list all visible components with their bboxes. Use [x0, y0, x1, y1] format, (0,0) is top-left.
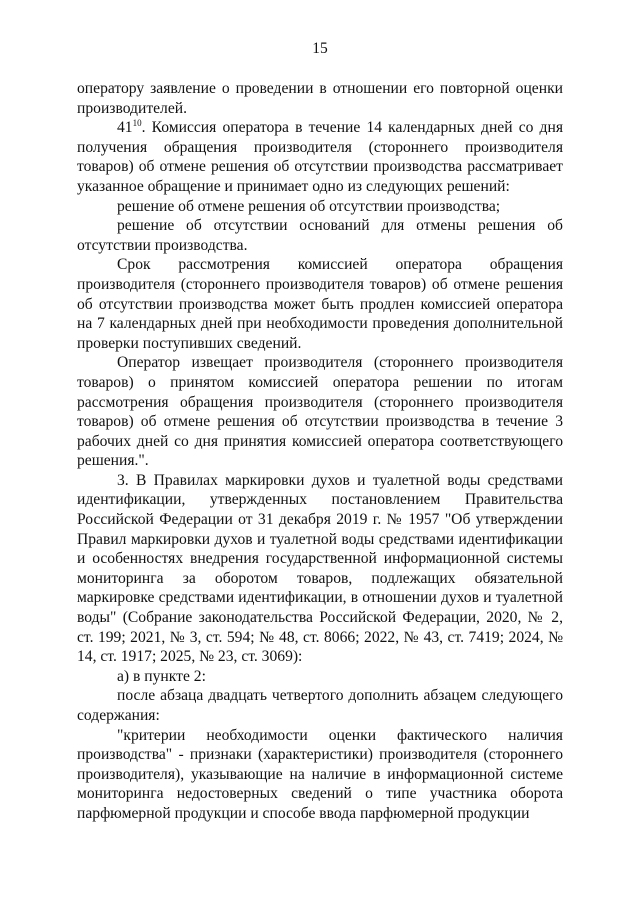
- page-number: 15: [312, 40, 328, 57]
- paragraph-review-term: Срок рассмотрения комиссией оператора обращения производителя (стороннего производителя товаров) об отмене решения об отсутствии производства может быть продлен комиссией оператора на 7 календарных дней при необходимости проведения дополнительной проверки поступивших сведений.: [77, 256, 563, 352]
- paragraph-text: . Комиссия оператора в течение 14 календарных дней со дня получения обращения производителя (стороннего производителя товаров) об отмене решения об отсутствии производства рассматривает указанное обращение и принимает одно из следующих решений:: [77, 119, 563, 195]
- paragraph-operator-notifies: Оператор извещает производителя (стороннего производителя товаров) о принятом комиссией оператора решении по итогам рассмотрения обращения производителя (стороннего производителя товаров) об отмене решения об отсутствии производства в течение 3 рабочих дней со дня принятия комиссией оператора соответствующего решения.".: [77, 354, 563, 470]
- paragraph-item-3-rules: 3. В Правилах маркировки духов и туалетной воды средствами идентификации, утвержденных постановлением Правительства Российской Федерации от 31 декабря 2019 г. № 1957 "Об утверждении Правил маркировки духов и туалетной воды средствами идентификации и особенностях внедрения государственной информационной системы мониторинга за оборотом товаров, подлежащих обязательной маркировке средствами идентификации, в отношении духов и туалетной воды" (Собрание законодательства Российской Федерации, 2020, № 2, ст. 199; 2021, № 3, ст. 594; № 48, ст. 8066; 2022, № 43, ст. 7419; 2024, № 14, ст. 1917; 2025, № 23, ст. 3069):: [77, 471, 563, 666]
- paragraph-decision-no-grounds: решение об отсутствии оснований для отмены решения об отсутствии производства.: [77, 217, 563, 254]
- paragraph-definition: "критерии необходимости оценки фактического наличия производства" - признаки (характеристики) производителя (стороннего производителя), указывающие на наличие в информационной системе мониторинга недостоверных сведений о типе участника оборота парфюмерной продукции и способе ввода парфюмерной продукции: [77, 726, 563, 822]
- item-number: 41: [117, 119, 133, 137]
- paragraph-subitem-a: а) в пункте 2:: [117, 667, 206, 685]
- paragraph-decision-cancel: решение об отмене решения об отсутствии производства;: [117, 197, 501, 215]
- item-number-superscript: 10: [132, 118, 142, 129]
- paragraph-continuation: оператору заявление о проведении в отношении его повторной оценки производителей.: [77, 80, 563, 117]
- paragraph-item-41-10: [77, 118, 563, 196]
- document-body: [77, 79, 563, 824]
- paragraph-after-abzac: после абзаца двадцать четвертого дополнить абзацем следующего содержания:: [77, 687, 563, 724]
